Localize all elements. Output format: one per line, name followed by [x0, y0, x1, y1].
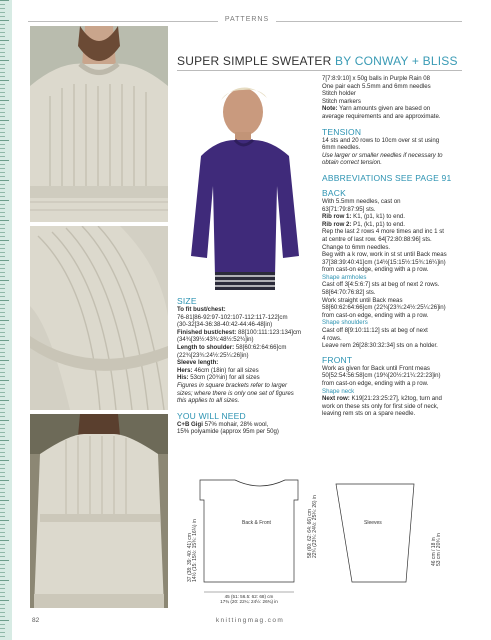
size-note-3: this applies to all sizes.	[177, 397, 240, 405]
tension-3: Use larger or smaller needles if necessary to	[322, 151, 443, 159]
back-8: from cast-on edge, ending with a p row.	[322, 266, 429, 274]
right-column	[322, 75, 472, 418]
back-2: 63[71:79:87:95] sts.	[322, 205, 376, 213]
front-heading: FRONT	[322, 354, 353, 365]
photo-sweater-front-closeup	[30, 26, 168, 222]
sleeve-length	[432, 533, 443, 566]
front-1: Work as given for Back until Front meas	[322, 364, 430, 372]
front-4: work on these sts only for first side of neck,	[322, 402, 439, 410]
yarn-2: 15% polyamide (approx 95m per 50g)	[177, 428, 279, 436]
length-value: 58[60:62:64:66]cm	[234, 343, 287, 351]
front-3: from cast-on edge, ending with a p row.	[322, 380, 429, 387]
size-heading: SIZE	[177, 296, 197, 306]
need-heading: YOU WILL NEED	[177, 410, 246, 421]
note-2: average requirements and are approximate.	[322, 112, 441, 120]
note-label: Note:	[322, 105, 338, 113]
fit-cm: 76-81[86-92:97-102:107-112:117-122]cm	[177, 313, 288, 321]
abbreviations-heading: ABBREVIATIONS SEE PAGE 91	[322, 172, 452, 183]
header-rule-right	[276, 21, 462, 22]
front-5: leaving rem sts on a spare needle.	[322, 410, 416, 418]
materials-3: Stitch holder	[322, 90, 356, 98]
photo-model-purple-sweater	[177, 76, 313, 290]
materials-1: 7[7:8:9:10] x 50g balls in Purple Rain 08	[322, 75, 431, 82]
hers-label: Hers:	[177, 366, 193, 374]
body-width	[204, 594, 294, 604]
his-label: His:	[177, 374, 189, 382]
body-side-cm: 37 (38: 39: 40: 41) cm	[187, 533, 193, 582]
fit-in: (30-32[34-36:38-40:42-44:46-48]in)	[177, 321, 273, 329]
finished-in: (34¾[39½:43¾:48½:52¾]in)	[177, 336, 254, 344]
fit-label: To fit bust/chest:	[177, 306, 226, 313]
back-5: Change to 6mm needles.	[322, 243, 391, 251]
arm-4: 58[60:62:64:66]cm (22¾[23¾:24½:25¼:26]in)	[322, 304, 446, 312]
yarn-label: C+B Gigi	[177, 420, 203, 428]
next-row-value: K19[21:23:25:27], k2tog, turn and	[349, 395, 442, 403]
size-note-2: sizes; where there is only one set of figures	[177, 389, 294, 397]
back-3: Rep the last 2 rows 4 more times and inc 1 st	[322, 228, 444, 236]
title-byline: BY CONWAY + BLISS	[331, 54, 458, 68]
his-value: 53cm (20¾in) for all sizes	[188, 374, 260, 382]
finished-cm: 88[100:111:123:134]cm	[236, 328, 302, 336]
yarn-1: 57% mohair, 28% wool,	[202, 420, 269, 428]
back-heading: BACK	[322, 187, 346, 198]
arm-2: 58[64:70:76:82] sts.	[322, 289, 376, 297]
next-row-label: Next row:	[322, 395, 350, 403]
tension-2: 6mm needles.	[322, 144, 361, 152]
back-6: Beg with a k row, work in st st until Back meas	[322, 251, 447, 259]
materials-4: Stitch markers	[322, 97, 361, 105]
sh-3: Leave rem 26[28:30:32:34] sts on a holder.	[322, 342, 438, 350]
side-ruler-ticks	[0, 0, 9, 640]
body-width-in: 17¾ (20: 22¼: 24½: 26¾) in	[220, 599, 278, 605]
header-rule-left	[28, 21, 218, 22]
shoulders-subheading: Shape shoulders	[322, 319, 368, 327]
body-total-length	[308, 495, 319, 558]
photo-sweater-back	[30, 414, 168, 608]
finished-label: Finished bust/chest:	[177, 328, 237, 336]
body-length-in: 22¾ (23¾: 24½: 25¼: 26) in	[312, 495, 319, 558]
site-url: knittingmag.com	[215, 617, 285, 624]
body-side-in: 14½ (15: 15½: 15¾: 16¼) in	[192, 519, 199, 582]
rib2-label: Rib row 2:	[322, 220, 352, 228]
neck-subheading: Shape neck	[322, 387, 355, 395]
section-label: PATTERNS	[224, 16, 270, 23]
article-title	[177, 54, 477, 68]
body-length-cm: 58 (60: 62: 64: 66) cm	[307, 509, 313, 558]
arm-5: from cast-on edge, ending with a p row.	[322, 311, 429, 319]
title-main: SUPER SIMPLE SWEATER	[177, 54, 332, 68]
sh-2: 4 rows.	[322, 334, 342, 342]
arm-3: Work straight until Back meas	[322, 296, 403, 304]
back-7: 37[38:39:40:41]cm (14½[15:15½:15¾:16¼]in)	[322, 258, 446, 266]
schematic-sleeve	[330, 478, 443, 598]
rib2-value: P1, (k1, p1) to end.	[351, 220, 405, 228]
size-note-1: Figures in square brackets refer to larger	[177, 381, 288, 389]
arm-1: Cast off 3[4:5:6:7] sts at beg of next 2 rows.	[322, 281, 440, 289]
body-side-length	[188, 519, 199, 582]
sleeve-length-1: 46 cm / 18 in	[431, 537, 437, 566]
photo-sleeve-detail	[30, 226, 168, 410]
tension-1: 14 sts and 20 rows to 10cm over st st using	[322, 136, 440, 144]
rib1-value: K1, (p1, k1) to end.	[351, 213, 405, 221]
length-label: Length to shoulder:	[177, 343, 235, 351]
materials-2: One pair each 5.5mm and 6mm needles	[322, 82, 431, 90]
title-rule	[177, 70, 462, 71]
sleeve-label: Sleeve length:	[177, 359, 219, 367]
hers-value: 46cm (18in) for all sizes	[192, 366, 259, 374]
rib1-label: Rib row 1:	[322, 213, 352, 221]
body-label: Back & Front	[242, 520, 271, 526]
page-number: 82	[32, 617, 40, 624]
body-width-cm: 45 (51: 56.5: 62: 68) cm	[224, 594, 274, 599]
left-column	[177, 296, 327, 436]
length-in: (22¾[23¾:24½:25¼:26]in)	[177, 351, 249, 359]
sleeve-label: Sleeves	[364, 520, 382, 526]
sleeve-length-2: 53 cm / 20¾ in	[436, 533, 443, 566]
tension-heading: TENSION	[322, 126, 362, 137]
armholes-subheading: Shape armholes	[322, 273, 367, 281]
back-4: at centre of last row. 64[72:80:88:96] sts.	[322, 235, 432, 243]
front-2: 50[52:54:56:58]cm (19¾[20½:21¼:22:23]in)	[322, 372, 441, 380]
tension-4: obtain correct tension.	[322, 159, 382, 167]
note-1: Yarn amounts given are based on	[337, 105, 431, 113]
sh-1: Cast off 8[9:10:11:12] sts at beg of next	[322, 327, 428, 335]
back-1: With 5.5mm needles, cast on	[322, 197, 401, 205]
